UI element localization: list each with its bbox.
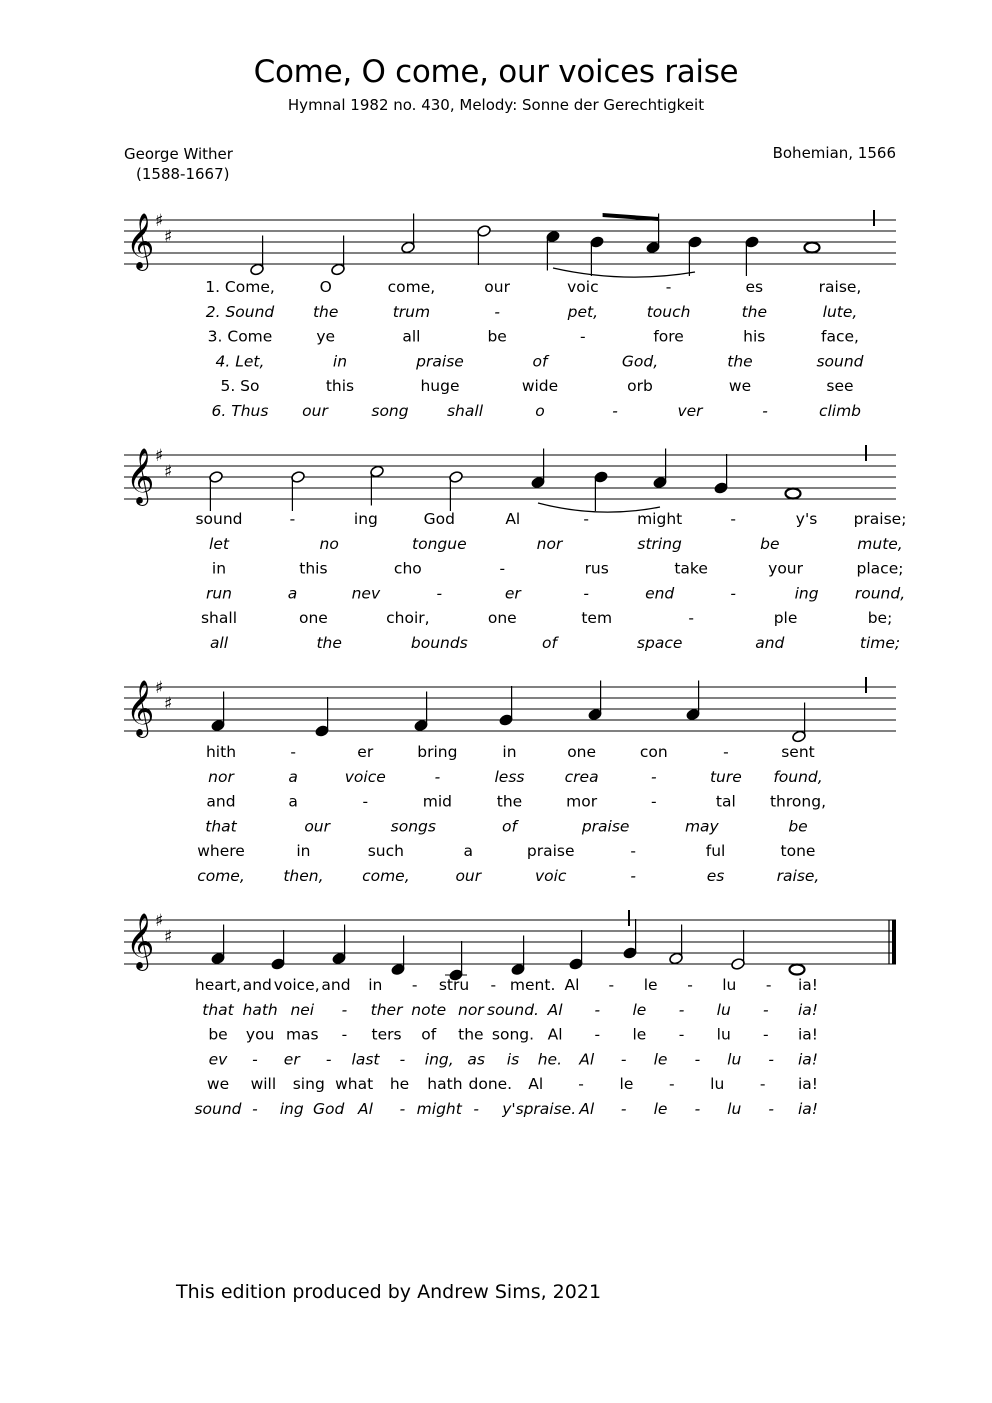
lyric-hyphen: -: [494, 302, 500, 321]
lyric-hyphen: -: [669, 1075, 675, 1094]
lyric-syllable: ture: [709, 767, 742, 786]
lyric-syllable: and: [206, 792, 236, 811]
lyric-syllable: the: [741, 302, 768, 321]
lyric-syllable: huge: [420, 377, 460, 396]
lyric-syllable: in: [211, 559, 227, 578]
lyric-syllable: this: [299, 559, 328, 578]
lyric-syllable: ther: [370, 1000, 403, 1019]
lyric-syllable: a: [287, 584, 298, 603]
lyric-hyphen: -: [580, 327, 586, 346]
lyric-syllable: rus: [584, 559, 609, 578]
lyric-syllable: note: [411, 1000, 447, 1019]
lyric-hyphen: -: [694, 1050, 701, 1069]
whole-note: [790, 965, 805, 975]
lyric-syllable: round,: [854, 584, 906, 603]
lyric-syllable: voice,: [273, 976, 320, 994]
lyric-syllable: Al: [505, 510, 521, 528]
lyric-syllable: Al: [579, 1050, 595, 1069]
lyric-syllable: God,: [621, 352, 659, 371]
lyric-syllable: nei: [290, 1000, 315, 1019]
lyric-hyphen: -: [687, 976, 693, 994]
edition-credit: This edition produced by Andrew Sims, 2021: [176, 1281, 602, 1303]
lyric-syllable: voic: [567, 278, 599, 296]
lyric-hyphen: -: [730, 584, 736, 603]
lyric-hyphen: -: [620, 1100, 627, 1118]
treble-clef-icon: 𝄞: [126, 448, 155, 504]
sharp-f-icon: ♯: [155, 678, 164, 698]
sharp-c-icon: ♯: [164, 227, 173, 247]
lyric-syllable: fore: [653, 327, 684, 346]
lyric-syllable: ters: [371, 1025, 402, 1044]
lyric-hyphen: -: [290, 743, 296, 761]
lyric-syllable: climb: [818, 402, 862, 420]
sharp-c-icon: ♯: [164, 462, 173, 482]
lyric-syllable: the: [727, 352, 753, 371]
lyric-syllable: raise,: [818, 278, 862, 296]
hymn-subtitle: Hymnal 1982 no. 430, Melody: Sonne der Gerechtigkeit: [287, 96, 705, 114]
lyric-syllable: sound: [194, 1100, 242, 1118]
author-dates: (1588-1667): [136, 165, 230, 183]
lyric-syllable: ing,: [424, 1050, 454, 1069]
lyric-hyphen: -: [665, 278, 672, 296]
lyric-syllable: le: [632, 1000, 647, 1019]
lyric-syllable: O: [319, 278, 332, 296]
lyric-syllable: ia!: [797, 1100, 819, 1118]
lyric-syllable: place;: [856, 559, 904, 578]
lyric-syllable: Al: [547, 1000, 563, 1019]
lyric-hyphen: -: [578, 1075, 584, 1094]
lyric-syllable: ing: [353, 510, 378, 528]
lyric-syllable: ia!: [797, 1000, 819, 1019]
whole-note: [805, 243, 820, 253]
lyric-syllable: song.: [491, 1025, 535, 1044]
lyric-hyphen: -: [694, 1100, 701, 1118]
lyric-syllable: er: [283, 1050, 300, 1069]
lyric-syllable: no: [319, 534, 339, 553]
lyric-syllable: a: [463, 842, 474, 861]
treble-clef-icon: 𝄞: [126, 680, 155, 736]
lyric-syllable: wide: [521, 377, 559, 396]
lyric-hyphen: -: [399, 1100, 406, 1118]
lyric-hyphen: -: [399, 1050, 406, 1069]
lyric-syllable: your: [768, 559, 804, 578]
lyric-hyphen: -: [252, 1100, 258, 1118]
lyric-hyphen: -: [583, 510, 590, 528]
lyric-syllable: our: [304, 817, 331, 836]
lyric-syllable: the: [312, 302, 339, 321]
lyric-syllable: er: [504, 584, 521, 603]
lyric-syllable: may: [684, 817, 719, 836]
lyric-syllable: raise,: [776, 867, 820, 885]
lyric-syllable: ye: [316, 327, 336, 346]
lyric-syllable: 4. Let,: [215, 352, 265, 371]
lyric-syllable: all: [402, 327, 421, 346]
sharp-c-icon: ♯: [164, 694, 173, 714]
lyric-syllable: crea: [564, 767, 599, 786]
lyric-syllable: songs: [390, 817, 436, 836]
lyric-syllable: Al: [358, 1100, 373, 1118]
lyric-syllable: orb: [627, 377, 653, 396]
lyric-syllable: praise.: [523, 1100, 577, 1118]
lyric-syllable: is: [506, 1050, 520, 1069]
lyric-hyphen: -: [583, 584, 590, 603]
lyric-syllable: come,: [362, 867, 410, 885]
lyric-syllable: one: [299, 609, 328, 628]
lyric-hyphen: -: [289, 510, 296, 528]
whole-note: [786, 489, 801, 499]
lyric-syllable: touch: [646, 302, 691, 321]
lyric-syllable: lu: [727, 1100, 742, 1118]
lyric-hyphen: -: [759, 1075, 766, 1094]
lyric-syllable: in: [502, 743, 517, 761]
lyric-syllable: con: [639, 743, 668, 761]
lyric-hyphen: -: [768, 1100, 774, 1118]
lyric-syllable: God: [312, 1100, 345, 1118]
lyric-syllable: pet,: [567, 302, 599, 321]
lyric-syllable: ing: [794, 584, 819, 603]
lyric-syllable: le: [653, 1100, 668, 1118]
lyric-hyphen: -: [723, 743, 729, 761]
lyric-hyphen: -: [499, 559, 506, 578]
lyric-hyphen: -: [434, 767, 441, 786]
sharp-f-icon: ♯: [155, 446, 164, 466]
lyric-syllable: le: [643, 976, 658, 994]
lyric-syllable: a: [288, 767, 298, 786]
lyric-syllable: might: [416, 1100, 462, 1118]
lyric-hyphen: -: [594, 1000, 601, 1019]
lyric-syllable: ia!: [797, 1075, 819, 1094]
lyric-syllable: ia!: [797, 1025, 819, 1044]
lyric-syllable: ver: [677, 402, 703, 420]
lyric-syllable: you: [245, 1025, 275, 1044]
lyric-hyphen: -: [650, 767, 657, 786]
lyric-syllable: lute,: [822, 302, 858, 321]
lyric-syllable: found,: [773, 767, 823, 786]
lyric-syllable: come,: [387, 278, 436, 296]
lyric-syllable: tem: [581, 609, 613, 628]
lyric-syllable: as: [467, 1050, 485, 1069]
lyric-syllable: and: [242, 976, 272, 994]
lyric-syllable: 3. Come: [207, 327, 273, 346]
lyric-syllable: ple: [773, 609, 798, 628]
lyric-syllable: mor: [566, 792, 598, 811]
lyric-syllable: last: [351, 1050, 380, 1069]
lyric-syllable: shall: [446, 402, 484, 420]
lyric-syllable: in: [332, 352, 348, 371]
lyric-syllable: mid: [422, 792, 452, 811]
lyric-syllable: tal: [715, 792, 736, 811]
lyric-syllable: es: [706, 867, 725, 885]
lyric-syllable: one: [567, 743, 597, 761]
lyric-syllable: mute,: [857, 534, 903, 553]
lyric-syllable: bring: [417, 743, 458, 761]
treble-clef-icon: 𝄞: [126, 913, 155, 969]
lyric-syllable: voice: [344, 767, 386, 786]
lyric-hyphen: -: [678, 1000, 685, 1019]
lyric-hyphen: -: [768, 1050, 774, 1069]
lyric-syllable: lu: [722, 976, 737, 994]
lyric-syllable: all: [209, 634, 229, 652]
lyric-syllable: one: [487, 609, 517, 628]
lyric-syllable: sing: [292, 1075, 325, 1094]
lyric-syllable: our: [302, 402, 328, 420]
lyric-syllable: see: [826, 377, 854, 396]
lyric-syllable: that: [205, 817, 237, 836]
lyric-syllable: nor: [208, 767, 234, 786]
lyric-syllable: of: [532, 352, 548, 371]
lyric-syllable: song: [371, 402, 409, 420]
author-name: George Wither: [124, 145, 233, 163]
sharp-c-icon: ♯: [164, 927, 173, 947]
lyric-syllable: choir,: [386, 609, 430, 628]
lyric-syllable: run: [205, 584, 233, 603]
lyric-syllable: praise: [581, 817, 630, 836]
lyric-syllable: lu: [716, 1000, 731, 1019]
lyric-syllable: hath: [242, 1000, 278, 1019]
lyric-syllable: face,: [821, 327, 859, 346]
treble-clef-icon: 𝄞: [126, 213, 155, 269]
lyric-syllable: er: [357, 743, 374, 761]
lyric-hyphen: -: [650, 792, 657, 811]
lyric-hyphen: -: [608, 976, 615, 994]
lyric-syllable: such: [367, 842, 404, 861]
lyric-syllable: Al: [528, 1075, 544, 1094]
lyric-syllable: nor: [458, 1000, 484, 1019]
hymn-title: Come, O come, our voices raise: [253, 54, 739, 90]
lyric-syllable: Al: [564, 976, 580, 994]
lyric-syllable: cho: [393, 559, 422, 578]
lyric-hyphen: -: [612, 402, 618, 420]
lyric-syllable: throng,: [769, 792, 827, 811]
lyric-syllable: let: [209, 534, 229, 553]
lyric-syllable: that: [202, 1000, 234, 1019]
lyric-hyphen: -: [630, 842, 636, 861]
composer-credit: Bohemian, 1566: [772, 144, 896, 162]
lyric-syllable: take: [674, 559, 708, 578]
lyric-syllable: in: [368, 976, 383, 994]
lyric-syllable: 5. So: [220, 377, 260, 396]
lyric-syllable: be: [208, 1025, 228, 1044]
lyric-syllable: tongue: [412, 534, 467, 553]
lyric-syllable: le: [653, 1050, 668, 1069]
sharp-f-icon: ♯: [155, 211, 164, 231]
lyric-syllable: voic: [534, 867, 567, 885]
lyric-syllable: le: [619, 1075, 634, 1094]
lyric-syllable: be;: [867, 609, 893, 628]
lyric-syllable: of: [421, 1025, 437, 1044]
lyric-syllable: time;: [859, 634, 901, 652]
lyric-syllable: what: [335, 1075, 374, 1094]
lyric-syllable: bounds: [410, 634, 468, 652]
lyric-syllable: trum: [392, 302, 431, 321]
lyric-syllable: ia!: [797, 1050, 819, 1069]
lyric-syllable: space: [636, 634, 683, 652]
lyric-syllable: he: [389, 1075, 410, 1094]
lyric-hyphen: -: [765, 976, 772, 994]
lyric-syllable: praise;: [853, 510, 907, 528]
lyric-syllable: y's: [502, 1100, 524, 1118]
lyric-syllable: Al: [579, 1100, 595, 1118]
lyric-syllable: where: [197, 842, 245, 861]
slur: [553, 268, 695, 277]
lyric-syllable: the: [458, 1025, 484, 1044]
lyric-hyphen: -: [490, 976, 497, 994]
lyric-syllable: ing: [279, 1100, 304, 1118]
lyric-hyphen: -: [411, 976, 418, 994]
lyric-syllable: be: [487, 327, 507, 346]
lyric-syllable: will: [250, 1075, 277, 1094]
lyric-syllable: string: [637, 534, 682, 553]
lyric-syllable: be: [760, 534, 780, 553]
lyric-syllable: le: [632, 1025, 647, 1044]
lyric-syllable: nev: [351, 584, 381, 603]
lyric-syllable: Al: [547, 1025, 563, 1044]
lyric-syllable: y's: [795, 510, 818, 528]
lyric-syllable: sent: [781, 743, 815, 761]
lyric-syllable: 2. Sound: [205, 302, 275, 321]
lyric-syllable: of: [502, 817, 517, 836]
lyric-syllable: our: [484, 278, 510, 296]
lyric-syllable: heart,: [194, 976, 242, 994]
lyric-hyphen: -: [473, 1100, 479, 1118]
lyric-syllable: 1. Come,: [205, 278, 275, 296]
lyric-syllable: hath: [427, 1075, 463, 1094]
lyric-hyphen: -: [594, 1025, 601, 1044]
lyric-syllable: in: [296, 842, 311, 861]
lyric-syllable: and: [755, 634, 785, 652]
lyric-syllable: come,: [197, 867, 245, 885]
lyric-syllable: be: [788, 817, 808, 836]
lyric-syllable: ia!: [797, 976, 819, 994]
lyric-syllable: this: [325, 377, 355, 396]
lyric-syllable: lu: [727, 1050, 742, 1069]
lyric-hyphen: -: [688, 609, 694, 628]
lyric-syllable: sound: [816, 352, 864, 371]
lyric-syllable: might: [637, 510, 683, 528]
lyric-syllable: done.: [468, 1075, 513, 1094]
lyric-syllable: stru: [438, 976, 470, 994]
lyric-hyphen: -: [341, 1000, 348, 1019]
lyric-syllable: tone: [780, 842, 816, 861]
lyric-hyphen: -: [763, 1000, 769, 1019]
lyric-syllable: praise: [526, 842, 575, 861]
lyric-syllable: lu: [710, 1075, 725, 1094]
lyric-hyphen: -: [325, 1050, 332, 1069]
lyric-syllable: ful: [705, 842, 726, 861]
lyric-syllable: mas: [285, 1025, 319, 1044]
lyric-syllable: God: [423, 510, 456, 528]
lyric-hyphen: -: [620, 1050, 627, 1069]
lyric-syllable: we: [728, 377, 752, 396]
lyric-syllable: and: [321, 976, 351, 994]
lyric-syllable: es: [745, 278, 764, 296]
lyric-hyphen: -: [362, 792, 369, 811]
lyric-syllable: nor: [536, 534, 563, 553]
lyric-syllable: 6. Thus: [211, 402, 269, 420]
lyric-syllable: lu: [716, 1025, 731, 1044]
lyric-syllable: sound: [195, 510, 243, 528]
lyric-syllable: o: [535, 402, 545, 420]
lyric-syllable: shall: [200, 609, 238, 628]
lyric-syllable: end: [645, 584, 675, 603]
lyric-syllable: hith: [205, 743, 237, 761]
lyric-syllable: we: [206, 1075, 230, 1094]
lyric-syllable: then,: [283, 867, 324, 885]
lyric-syllable: of: [542, 634, 557, 652]
sharp-f-icon: ♯: [155, 911, 164, 931]
lyric-syllable: sound.: [487, 1000, 539, 1019]
lyric-hyphen: -: [762, 402, 768, 420]
lyric-syllable: ev: [208, 1050, 228, 1069]
lyric-hyphen: -: [763, 1025, 769, 1044]
lyric-syllable: praise: [416, 352, 464, 371]
lyric-syllable: less: [494, 767, 525, 786]
lyric-hyphen: -: [436, 584, 443, 603]
lyric-hyphen: -: [730, 510, 736, 528]
lyric-syllable: the: [496, 792, 523, 811]
lyric-syllable: our: [455, 867, 482, 885]
lyric-hyphen: -: [341, 1025, 348, 1044]
lyric-hyphen: -: [252, 1050, 258, 1069]
lyric-hyphen: -: [630, 867, 636, 885]
lyric-syllable: he.: [537, 1050, 563, 1069]
lyric-syllable: ment.: [509, 976, 556, 994]
lyric-syllable: a: [288, 792, 298, 811]
lyric-syllable: the: [316, 634, 342, 652]
lyric-syllable: his: [743, 327, 766, 346]
lyric-hyphen: -: [678, 1025, 685, 1044]
